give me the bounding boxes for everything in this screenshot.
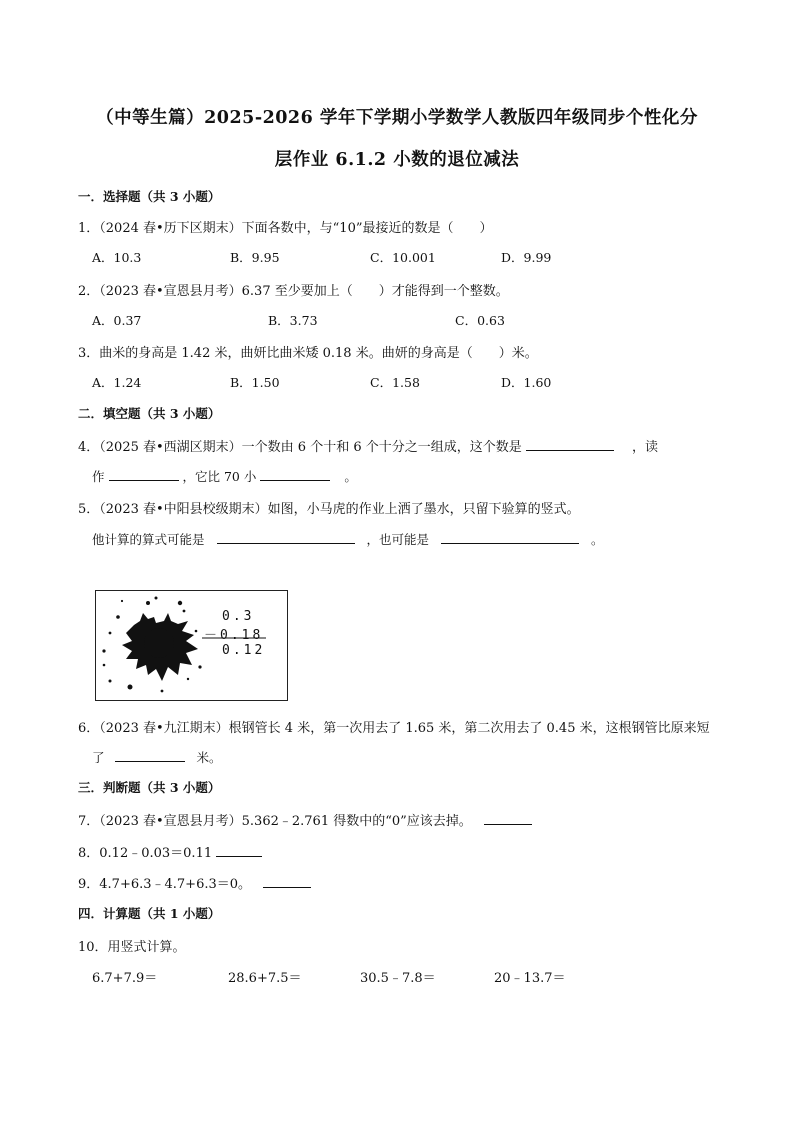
q1-option-c: C．10.001	[370, 250, 436, 265]
q3-option-a: A．1.24	[92, 375, 142, 390]
q5-blank-2[interactable]	[441, 529, 579, 544]
q5-blank-1[interactable]	[217, 529, 355, 544]
question-5-text: 5．（2023 春•中阳县校级期末）如图，小马虎的作业上洒了墨水，只留下验算的竖式。	[78, 502, 580, 517]
vertical-row-1: 0.3	[222, 609, 255, 624]
section-heading-judge: 三．判断题（共 3 小题）	[78, 780, 221, 795]
q1-option-b: B．9.95	[230, 250, 280, 265]
q9-text: 9．4.7+6.3﹣4.7+6.3＝0。	[78, 877, 252, 892]
q4-blank-read[interactable]	[109, 466, 179, 481]
q2-option-b: B．3.73	[268, 313, 318, 328]
ink-splatter-figure	[95, 590, 288, 701]
q4-text-d: ，它比 70 小	[182, 469, 257, 484]
q1-option-d: D．9.99	[501, 250, 552, 265]
question-4-line-2	[92, 466, 357, 485]
q5-text-b: ，也可能是	[366, 532, 429, 547]
question-10-text: 10．用竖式计算。	[78, 940, 186, 955]
section-heading-fill: 二．填空题（共 3 小题）	[78, 406, 221, 421]
calc-item-4: 20﹣13.7＝	[494, 971, 566, 986]
q4-text-e: 。	[344, 469, 357, 484]
question-8-line	[78, 842, 262, 861]
question-4-line-1	[78, 436, 658, 455]
calc-item-1: 6.7+7.9＝	[92, 971, 158, 986]
q5-text-c: 。	[590, 532, 604, 547]
q7-blank[interactable]	[484, 810, 532, 825]
q9-blank[interactable]	[263, 873, 311, 888]
q4-text-b: ，读	[632, 440, 659, 455]
q3-option-c: C．1.58	[370, 375, 420, 390]
calc-item-2: 28.6+7.5＝	[228, 971, 302, 986]
question-2-text: 2．（2023 春•宣恩县月考）6.37 至少要加上（ ）才能得到一个整数。	[78, 284, 509, 299]
q8-text: 8．0.12﹣0.03＝0.11	[78, 846, 213, 861]
vertical-row-2: －0.18	[204, 628, 264, 643]
q6-text-b: 米。	[196, 750, 222, 765]
q3-option-b: B．1.50	[230, 375, 280, 390]
q4-text-c: 作	[92, 469, 105, 484]
question-9-line	[78, 873, 311, 892]
q8-blank[interactable]	[216, 842, 262, 857]
question-7-line	[78, 810, 532, 829]
q6-blank[interactable]	[115, 747, 185, 762]
q3-option-d: D．1.60	[501, 375, 552, 390]
q2-option-a: A．0.37	[92, 313, 142, 328]
title-line-1: （中等生篇）2025-2026 学年下学期小学数学人教版四年级同步个性化分	[96, 108, 698, 128]
section-heading-choice: 一．选择题（共 3 小题）	[78, 189, 221, 204]
question-6-text: 6．（2023 春•九江期末）根钢管长 4 米，第一次用去了 1.65 米，第二次用去了 0.45 米，这根钢管比原来短	[78, 721, 710, 736]
q4-text-a: 4．（2025 春•西湖区期末）一个数由 6 个十和 6 个十分之一组成，这个数是	[78, 440, 522, 455]
calc-item-3: 30.5﹣7.8＝	[360, 971, 436, 986]
question-3-text: 3．曲米的身高是 1.42 米，曲妍比曲米矮 0.18 米。曲妍的身高是（ ）米。	[78, 346, 538, 361]
q5-text-a: 他计算的算式可能是	[92, 532, 205, 547]
q4-blank-difference[interactable]	[260, 466, 330, 481]
question-5-line-2	[92, 529, 603, 548]
q7-text: 7．（2023 春•宣恩县月考）5.362﹣2.761 得数中的“0”应该去掉。	[78, 814, 472, 829]
section-heading-calc: 四．计算题（共 1 小题）	[78, 906, 221, 921]
q1-option-a: A．10.3	[92, 250, 142, 265]
q6-text-a: 了	[92, 750, 105, 765]
title-line-2: 层作业 6.1.2 小数的退位减法	[274, 150, 520, 170]
question-6-line-2	[92, 747, 222, 766]
vertical-row-3: 0.12	[222, 643, 266, 658]
q2-option-c: C．0.63	[455, 313, 505, 328]
q4-blank-number[interactable]	[526, 436, 614, 451]
question-1-text: 1．（2024 春•历下区期末）下面各数中，与“10”最接近的数是（ ）	[78, 221, 493, 236]
